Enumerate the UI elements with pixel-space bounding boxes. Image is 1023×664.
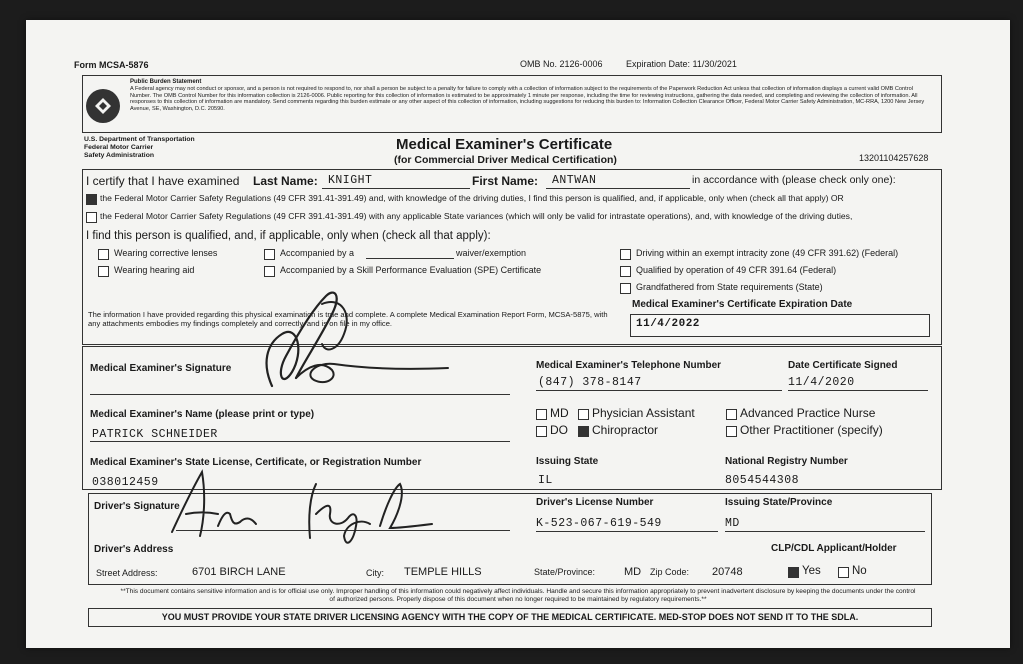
option-federal-checkbox[interactable] (86, 194, 97, 205)
pa-label: Physician Assistant (592, 406, 695, 420)
burden-title: Public Burden Statement (130, 79, 202, 85)
clp-no-label: No (852, 565, 867, 577)
do-checkbox[interactable] (536, 426, 547, 437)
clp-yes-checkbox[interactable] (788, 567, 799, 578)
lenses-label: Wearing corrective lenses (114, 248, 218, 258)
city-label: City: (366, 568, 384, 578)
agency-line-1: U.S. Department of Transportation (84, 136, 195, 143)
city-value[interactable]: TEMPLE HILLS (404, 566, 482, 578)
date-signed-label: Date Certificate Signed (788, 360, 898, 371)
first-name-label: First Name: (472, 174, 539, 188)
expiration-date-value: 11/4/2022 (636, 318, 700, 330)
grandfathered-checkbox[interactable] (620, 283, 631, 294)
examiner-signature-scrawl (252, 274, 462, 404)
agency-line-3: Safety Administration (84, 152, 154, 159)
clp-cdl-label: CLP/CDL Applicant/Holder (771, 543, 897, 554)
spe-label: Accompanied by a Skill Performance Evaluation (SPE) Certificate (280, 265, 542, 275)
state-province-label: State/Province: (534, 567, 596, 577)
option-state-text: the Federal Motor Carrier Safety Regulations (49 CFR 391.41-391.49) with any applicable State variances (which will only be valid for intrastate operations), and, with knowledge of the driving duties, (100, 211, 853, 221)
waiver-label: waiver/exemption (456, 248, 527, 258)
last-name-label: Last Name: (253, 174, 318, 188)
option-federal-text: the Federal Motor Carrier Safety Regulations (49 CFR 391.41-391.49) and, with knowledge of the driving duties, I find this person is qualified, and, if applicable, only when (check all that apply) OR (100, 193, 844, 203)
dot-logo-icon (86, 89, 120, 123)
certify-intro: I certify that I have examined (86, 174, 240, 188)
certificate-subtitle: (for Commercial Driver Medical Certification) (394, 154, 617, 166)
dl-number-label: Driver's License Number (536, 497, 654, 508)
examiner-name-label: Medical Examiner's Name (please print or type) (90, 409, 315, 420)
registry-value[interactable]: 8054544308 (725, 474, 800, 487)
option-state-checkbox[interactable] (86, 212, 97, 223)
license-value[interactable]: 038012459 (92, 476, 159, 489)
operation-checkbox[interactable] (620, 266, 631, 277)
pa-checkbox[interactable] (578, 409, 589, 420)
form-number: Form MCSA-5876 (74, 60, 149, 70)
exempt-zone-checkbox[interactable] (620, 249, 631, 260)
accompanied-waiver-checkbox[interactable] (264, 249, 275, 260)
phone-value[interactable]: (847) 378-8147 (538, 376, 642, 389)
clp-yes-label: Yes (802, 565, 821, 577)
first-name-value[interactable]: ANTWAN (552, 174, 597, 187)
registry-label: National Registry Number (725, 456, 848, 467)
do-label: DO (550, 423, 568, 437)
phone-label: Medical Examiner's Telephone Number (536, 360, 722, 371)
street-label: Street Address: (96, 568, 158, 578)
certificate-paper (26, 20, 1010, 648)
issuing-state-value[interactable]: IL (538, 474, 553, 487)
omb-number: OMB No. 2126-0006 (520, 59, 603, 69)
hearing-checkbox[interactable] (98, 266, 109, 277)
qualified-intro: I find this person is qualified, and, if applicable, only when (check all that apply): (86, 230, 491, 242)
hearing-label: Wearing hearing aid (114, 265, 195, 275)
issuing-state-label: Issuing State (536, 456, 599, 467)
examiner-signature-label: Medical Examiner's Signature (90, 363, 232, 374)
burden-text: A Federal agency may not conduct or sponsor, and a person is not required to respond to, nor shall a person be subject to a penalty for failure to comply with a collection of information subject to the requirements of the Paperwork Reduction Act unless that collection of information displays a current valid OMB Control Number. The OMB Control Number for this information collection is 2126-0006. Public reporting for this collection of information is estimated to be approximately 1 minute per response, including the time for reviewing instructions, gathering the data needed, and completing and reviewing the collection of information. All responses to this collection of information are mandatory. Send comments regarding this burden estimate or any other aspect of this collection of information, including suggestions for reducing this burden to: Information Collection Clearance Officer, Federal Motor Carrier Safety Administration, MC-RRA, 1200 New Jersey Avenue, SE, Washington, D.C. 20590. (130, 86, 925, 112)
lenses-checkbox[interactable] (98, 249, 109, 260)
sdla-banner-text: YOU MUST PROVIDE YOUR STATE DRIVER LICENSING AGENCY WITH THE COPY OF THE MEDICAL CERTIFICATE. MED-STOP DOES NOT SEND IT TO THE SDLA. (161, 612, 859, 622)
driver-address-label: Driver's Address (94, 544, 174, 555)
accordance-text: in accordance with (please check only one): (692, 174, 896, 186)
zip-label: Zip Code: (650, 567, 690, 577)
license-label: Medical Examiner's State License, Certificate, or Registration Number (90, 457, 422, 468)
certificate-number: 13201104257628 (859, 153, 929, 163)
chiropractor-checkbox[interactable] (578, 426, 589, 437)
apn-checkbox[interactable] (726, 409, 737, 420)
sensitive-notice: **This document contains sensitive information and is for official use only. Improper handling of this information could negatively affect individuals. Handle and secure this information appropriately to prevent inadvertent disclosure by keeping the documents under the control of authorized persons. Properly dispose of this document when no longer required to be maintained by regulatory requirements.** (120, 588, 916, 603)
dl-state-label: Issuing State/Province (725, 497, 833, 508)
state-province-value[interactable]: MD (624, 566, 642, 578)
certificate-title: Medical Examiner's Certificate (396, 136, 613, 153)
date-signed-value[interactable]: 11/4/2020 (788, 376, 855, 389)
street-value[interactable]: 6701 BIRCH LANE (192, 566, 286, 578)
expiration-date: Expiration Date: 11/30/2021 (626, 59, 737, 69)
operation-label: Qualified by operation of 49 CFR 391.64 (Federal) (636, 265, 837, 275)
apn-label: Advanced Practice Nurse (740, 406, 876, 420)
other-practitioner-checkbox[interactable] (726, 426, 737, 437)
agency-line-2: Federal Motor Carrier (84, 144, 154, 151)
other-practitioner-label: Other Practitioner (specify) (740, 423, 883, 437)
driver-signature-scrawl (160, 466, 450, 554)
exempt-zone-label: Driving within an exempt intracity zone (49 CFR 391.62) (Federal) (636, 248, 899, 258)
zip-value[interactable]: 20748 (712, 566, 743, 578)
examiner-name-value[interactable]: PATRICK SCHNEIDER (92, 428, 218, 441)
dl-state-value[interactable]: MD (725, 517, 740, 530)
md-checkbox[interactable] (536, 409, 547, 420)
md-label: MD (550, 406, 569, 420)
accompanied-label: Accompanied by a (280, 248, 355, 258)
expiration-label: Medical Examiner's Certificate Expiration Date (632, 299, 853, 310)
driver-signature-label: Driver's Signature (94, 501, 180, 512)
grandfathered-label: Grandfathered from State requirements (State) (636, 282, 823, 292)
dl-number-value[interactable]: K-523-067-619-549 (536, 517, 662, 530)
chiropractor-label: Chiropractor (592, 423, 659, 437)
clp-no-checkbox[interactable] (838, 567, 849, 578)
examination-statement: The information I have provided regarding this physical examination is true and complete. A complete Medical Examination Report Form, MCSA-5875, with any attachments embodies my findings completely and correctly, and is on file in my office. (88, 310, 608, 329)
last-name-value[interactable]: KNIGHT (328, 174, 373, 187)
